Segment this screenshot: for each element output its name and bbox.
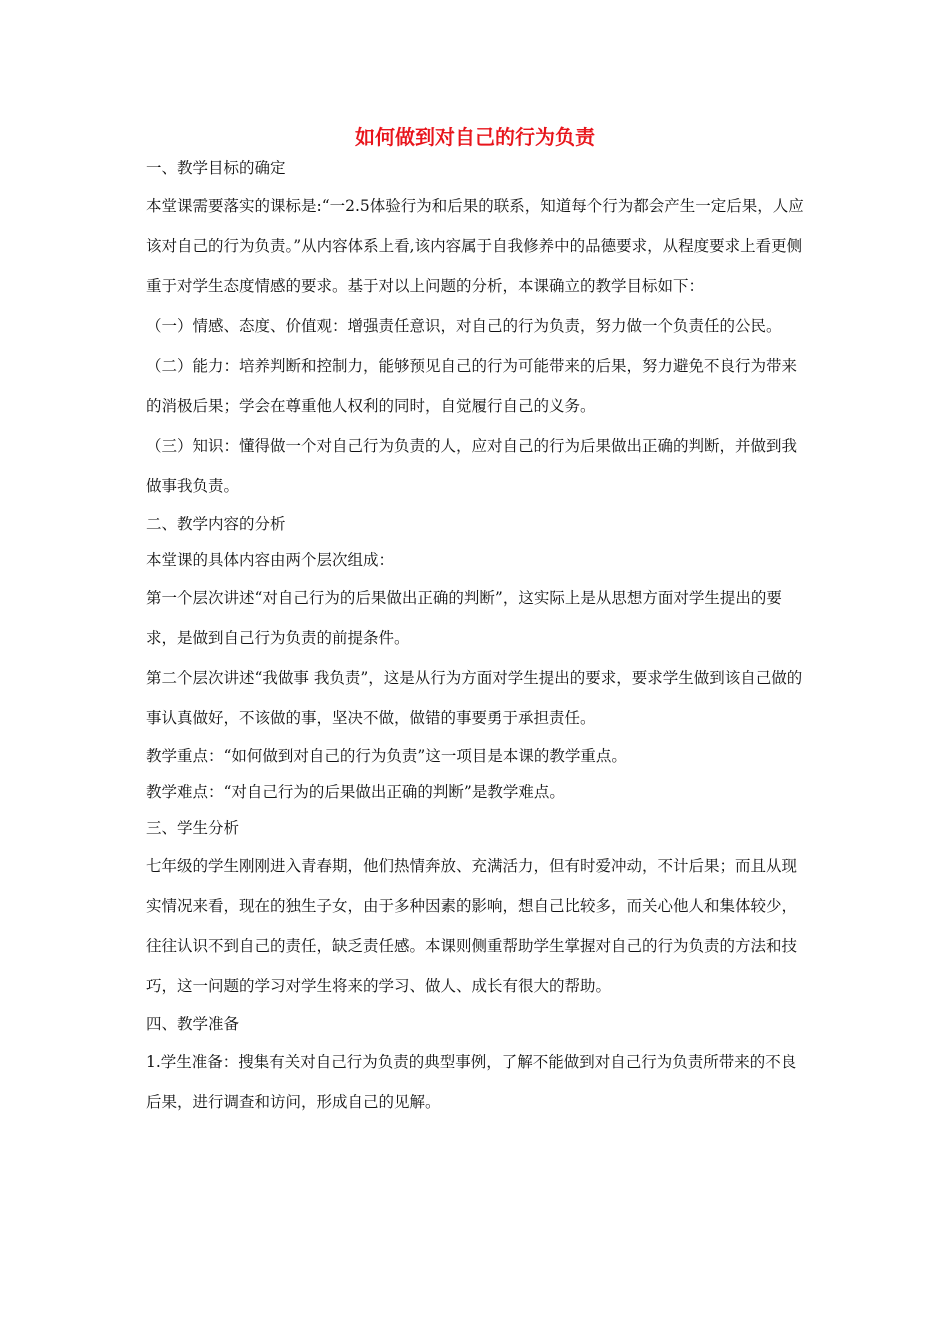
paragraph-student-analysis: 七年级的学生刚刚进入青春期，他们热情奔放、充满活力，但有时爱冲动，不计后果；而且从现实情况来看，现在的独生子女，由于多种因素的影响，想自己比较多，而关心他人和集体较少，往往认识不到自己的责任，缺乏责任感。本课则侧重帮助学生掌握对自己的行为负责的方法和技巧，这一问题的学习对学生将来的学习、做人、成长有很大的帮助。 bbox=[146, 857, 798, 995]
paragraph-objective-knowledge: （三）知识：懂得做一个对自己行为负责的人，应对自己的行为后果做出正确的判断，并做到我做事我负责。 bbox=[146, 437, 798, 495]
section-heading-preparation: 四、教学准备 bbox=[146, 1015, 240, 1033]
section-heading-objectives: 一、教学目标的确定 bbox=[146, 159, 286, 177]
paragraph-curriculum-standard: 本堂课需要落实的课标是:“一2.5体验行为和后果的联系，知道每个行为都会产生一定后果，人应该对自己的行为负责。”从内容体系上看,该内容属于自我修养中的品德要求，从程度要求上看更侧重于对学生态度情感的要求。基于对以上问题的分析，本课确立的教学目标如下： bbox=[146, 197, 804, 295]
paragraph-student-preparation: 1.学生准备：搜集有关对自己行为负责的典型事例，了解不能做到对自己行为负责所带来的不良后果，进行调查和访问，形成自己的见解。 bbox=[146, 1053, 797, 1111]
paragraph-second-level: 第二个层次讲述“我做事 我负责”，这是从行为方面对学生提出的要求，要求学生做到该自己做的事认真做好，不该做的事，坚决不做，做错的事要勇于承担责任。 bbox=[146, 669, 803, 727]
paragraph-objective-ability: （二）能力：培养判断和控制力，能够预见自己的行为可能带来的后果，努力避免不良行为带来的消极后果；学会在尊重他人权利的同时，自觉履行自己的义务。 bbox=[146, 357, 798, 415]
paragraph-objective-emotion: （一）情感、态度、价值观：增强责任意识，对自己的行为负责，努力做一个负责任的公民。 bbox=[146, 317, 782, 335]
section-heading-content-analysis: 二、教学内容的分析 bbox=[146, 515, 286, 533]
paragraph-difficult-point: 教学难点：“对自己行为的后果做出正确的判断”是教学难点。 bbox=[146, 783, 565, 801]
document-body bbox=[146, 150, 806, 1122]
paragraph-content-intro: 本堂课的具体内容由两个层次组成： bbox=[146, 551, 395, 569]
paragraph-key-point: 教学重点：“如何做到对自己的行为负责”这一项目是本课的教学重点。 bbox=[146, 747, 627, 765]
paragraph-first-level: 第一个层次讲述“对自己行为的后果做出正确的判断”，这实际上是从思想方面对学生提出的要求，是做到自己行为负责的前提条件。 bbox=[146, 589, 782, 647]
document-title: 如何做到对自己的行为负责 bbox=[355, 125, 595, 149]
section-heading-student-analysis: 三、学生分析 bbox=[146, 819, 240, 837]
